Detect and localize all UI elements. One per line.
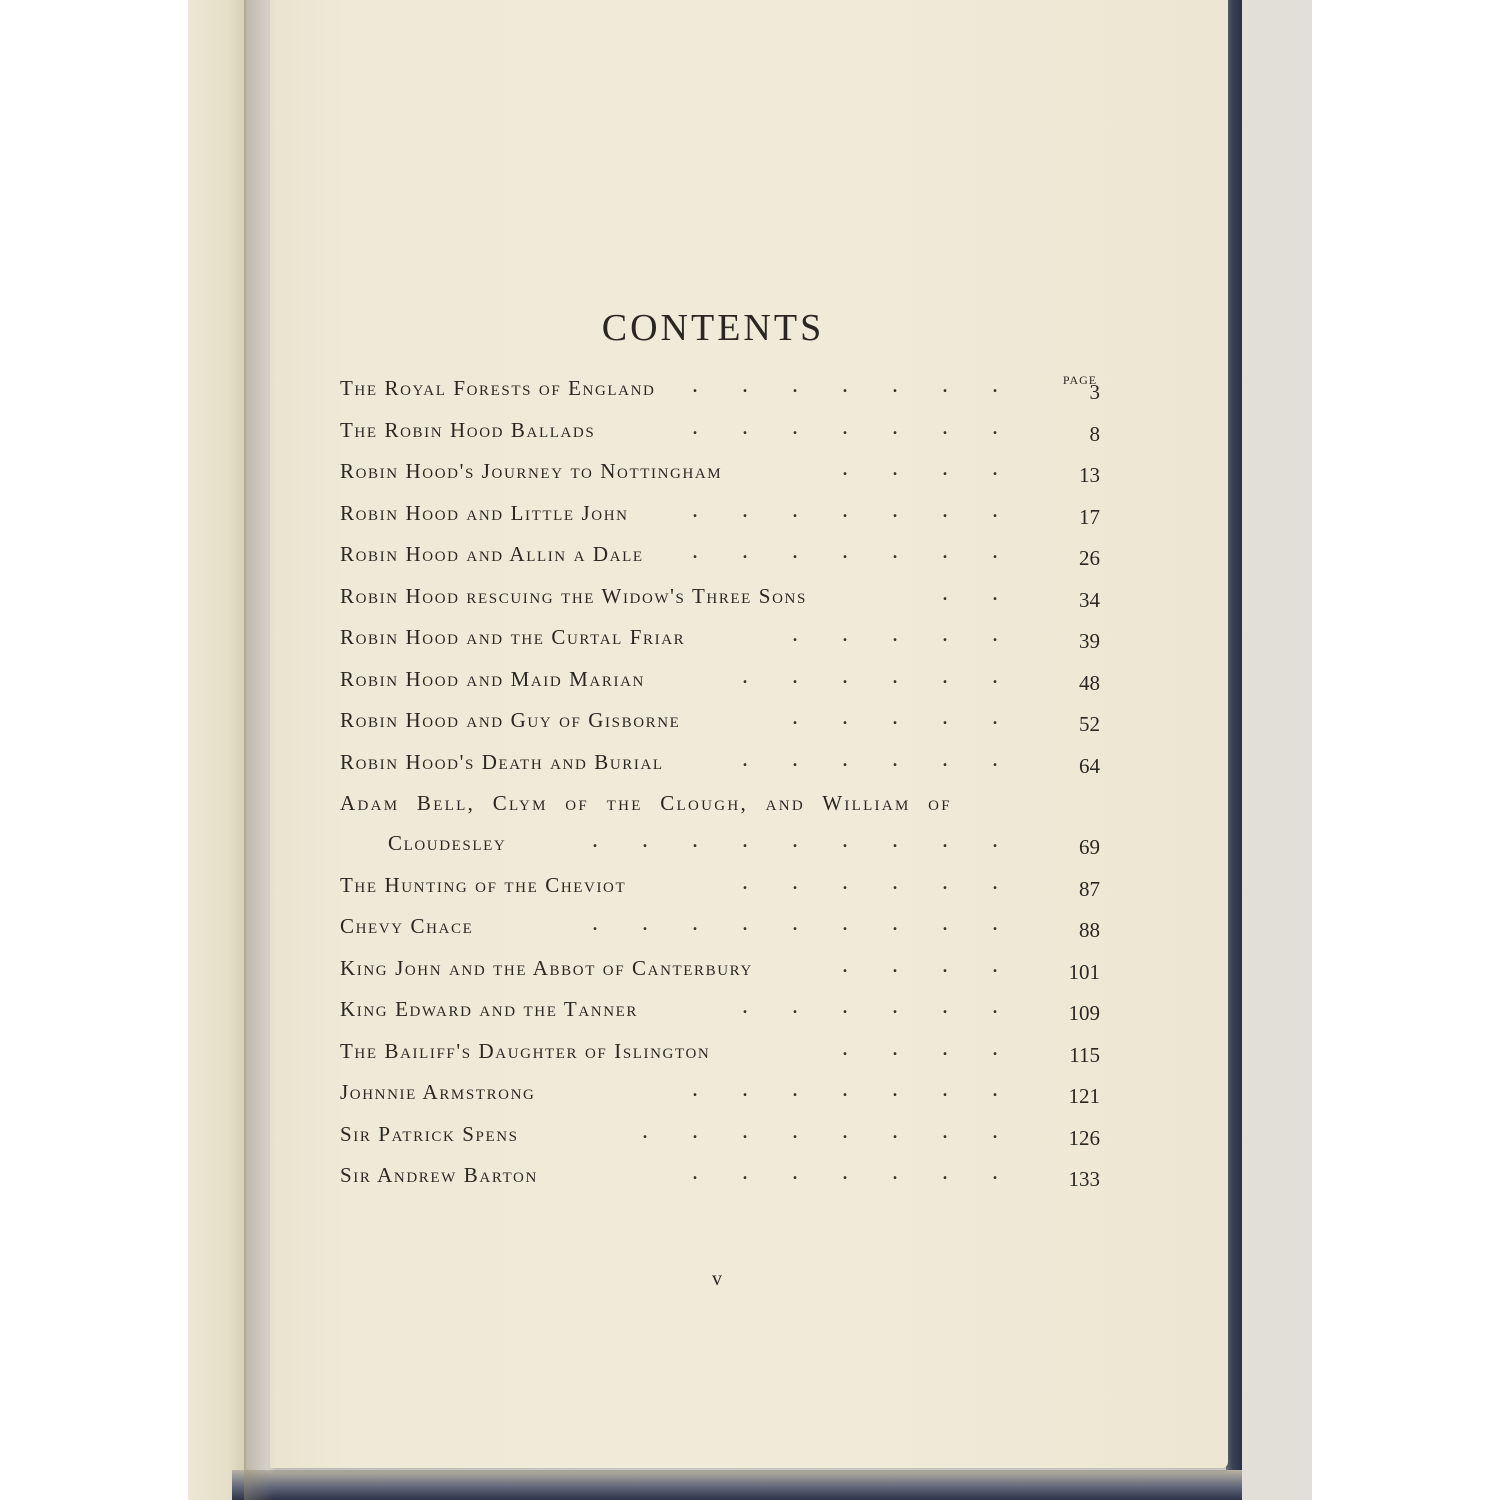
- dot-leader: ......: [742, 993, 1042, 1019]
- toc-entry-page: 3: [1089, 380, 1100, 404]
- contents-heading: CONTENTS: [601, 307, 825, 349]
- dot-leader: .........: [592, 827, 1042, 853]
- toc-entry-page: 115: [1069, 1042, 1100, 1067]
- toc-entry-title: The Hunting of the Cheviot: [340, 872, 627, 897]
- dot-leader: .......: [692, 413, 1042, 440]
- toc-entry-title: Robin Hood and Little John: [340, 500, 629, 525]
- toc-entry-title: The Bailiff's Daughter of Islington: [340, 1038, 711, 1063]
- toc-entry-page: 52: [1079, 712, 1100, 736]
- toc-entry: [340, 785, 1100, 825]
- dot-leader: .....: [792, 621, 1042, 647]
- toc-entry-page: 109: [1068, 1001, 1100, 1025]
- toc-entry-title: Robin Hood and Allin a Dale: [340, 542, 644, 566]
- toc-entry-title: The Royal Forests of England: [340, 376, 656, 400]
- toc-entry-title: Robin Hood's Journey to Nottingham: [340, 459, 723, 483]
- dot-leader: ........: [642, 1117, 1042, 1144]
- dot-leader: .....: [792, 704, 1042, 730]
- page-column-label: PAGE: [1062, 373, 1098, 387]
- table-of-contents: [340, 370, 1100, 1199]
- toc-entry: [340, 453, 1100, 495]
- toc-entry-page: 13: [1079, 463, 1100, 487]
- toc-entry-page: 87: [1079, 876, 1100, 901]
- toc-entry-page: 34: [1079, 587, 1100, 612]
- toc-entry-page: 88: [1079, 918, 1100, 942]
- book-page: [270, 0, 1228, 1468]
- dot-leader: ......: [742, 662, 1042, 689]
- toc-entry-continuation: [340, 825, 1100, 867]
- toc-entry: [340, 744, 1100, 786]
- toc-entry: [340, 950, 1100, 992]
- toc-entry: [340, 991, 1100, 1033]
- dot-leader: ....: [842, 455, 1042, 481]
- dot-leader: ..: [942, 579, 1042, 606]
- toc-entry-title: Chevy Chace: [340, 914, 474, 938]
- toc-entry-title: Robin Hood's Death and Burial: [340, 749, 664, 774]
- toc-entry-title: Sir Andrew Barton: [340, 1163, 538, 1187]
- spine-shadow: [244, 0, 274, 1500]
- toc-entry-title: King Edward and the Tanner: [340, 997, 639, 1021]
- toc-entry: [340, 908, 1100, 950]
- dot-leader: .......: [692, 496, 1042, 523]
- toc-entry-page: 39: [1079, 629, 1100, 653]
- toc-entry: [340, 370, 1100, 412]
- toc-entry: [340, 412, 1100, 454]
- toc-entry-page: 64: [1079, 753, 1100, 778]
- toc-entry-title: Cloudesley: [388, 831, 507, 855]
- toc-entry: [340, 1074, 1100, 1116]
- toc-entry: [340, 619, 1100, 661]
- dot-leader: .........: [592, 910, 1042, 936]
- toc-entry: [340, 702, 1100, 744]
- toc-entry: [340, 1116, 1100, 1158]
- dot-leader: ......: [742, 745, 1042, 772]
- toc-entry-page: 133: [1068, 1167, 1100, 1191]
- dot-leader: .......: [692, 1076, 1042, 1102]
- toc-entry: [340, 578, 1100, 620]
- book-cover-edge: [1226, 0, 1242, 1500]
- dot-leader: ....: [842, 1034, 1042, 1061]
- toc-entry-page: 48: [1079, 670, 1100, 695]
- toc-entry: [340, 495, 1100, 537]
- toc-entry-title: King John and the Abbot of Canterbury: [340, 955, 753, 980]
- toc-entry-title: Adam Bell, Clym of the Clough, and William of: [340, 791, 952, 815]
- toc-entry: [340, 661, 1100, 703]
- toc-entry-page: 101: [1068, 959, 1100, 984]
- toc-entry-title: Sir Patrick Spens: [340, 1121, 519, 1146]
- dot-leader: ......: [742, 868, 1042, 895]
- dot-leader: .......: [692, 1159, 1042, 1185]
- toc-entry-title: Robin Hood and the Curtal Friar: [340, 625, 686, 649]
- toc-entry-title: The Robin Hood Ballads: [340, 417, 596, 442]
- toc-entry-title: Robin Hood and Maid Marian: [340, 666, 645, 691]
- toc-entry-page: 126: [1068, 1125, 1100, 1150]
- dot-leader: ....: [842, 951, 1042, 978]
- dot-leader: .......: [692, 538, 1042, 564]
- toc-entry-page: 8: [1089, 421, 1100, 446]
- page-folio: v: [712, 1268, 722, 1290]
- toc-entry-title: Johnnie Armstrong: [340, 1080, 536, 1104]
- toc-entry: [340, 536, 1100, 578]
- toc-entry: [340, 867, 1100, 909]
- book-cover-bottom: [232, 1470, 1242, 1500]
- dot-leader: .......: [692, 372, 1042, 398]
- toc-entry-page: 121: [1068, 1084, 1100, 1108]
- toc-entry-page: 69: [1079, 835, 1100, 859]
- toc-entry-title: Robin Hood and Guy of Gisborne: [340, 708, 681, 732]
- toc-entry-title: Robin Hood rescuing the Widow's Three Sons: [340, 583, 807, 608]
- toc-entry-page: 17: [1079, 504, 1100, 529]
- toc-entry: [340, 1157, 1100, 1199]
- toc-entry: [340, 1033, 1100, 1075]
- toc-entry-page: 26: [1079, 546, 1100, 570]
